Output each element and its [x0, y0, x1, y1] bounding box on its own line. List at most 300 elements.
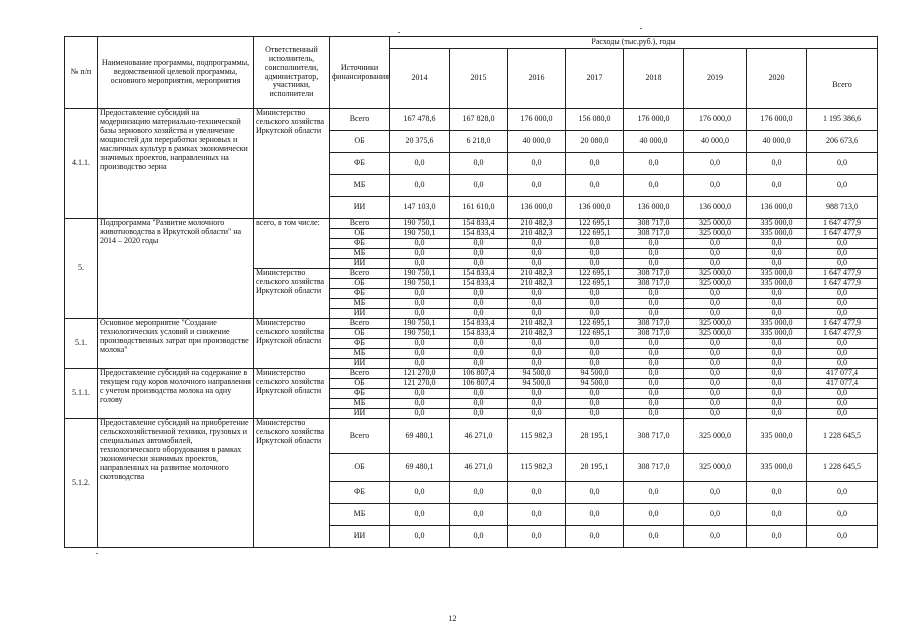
year-value: 0,0	[508, 359, 566, 369]
total-value: 0,0	[807, 249, 878, 259]
row-number: 5.1.	[65, 319, 98, 369]
funding-source: ОБ	[330, 229, 390, 239]
table-row	[65, 319, 878, 329]
year-value: 0,0	[390, 239, 450, 249]
total-value: 1 647 477,9	[807, 329, 878, 339]
year-value: 40 000,0	[684, 131, 747, 153]
header-name: Наименование программы, подпрограммы, ведомственной целевой программы, основного мероприятия, мероприятия	[98, 37, 254, 109]
year-value: 0,0	[390, 504, 450, 526]
header-year: 2018	[624, 49, 684, 109]
row-number: 5.1.1.	[65, 369, 98, 419]
year-value: 335 000,0	[747, 329, 807, 339]
year-value: 121 270,0	[390, 379, 450, 389]
funding-source: ИИ	[330, 359, 390, 369]
year-value: 0,0	[624, 249, 684, 259]
year-value: 0,0	[747, 249, 807, 259]
year-value: 0,0	[390, 175, 450, 197]
year-value: 0,0	[508, 249, 566, 259]
year-value: 0,0	[450, 239, 508, 249]
row-title: Предоставление субсидий на содержание в текущем году коров молочного направления с учетом производства молока на одну голову	[98, 369, 254, 419]
total-value: 417 077,4	[807, 379, 878, 389]
year-value: 122 695,1	[566, 319, 624, 329]
year-value: 0,0	[566, 239, 624, 249]
row-title: Предоставление субсидий на модернизацию материально-технической базы зернового хозяйства и увеличение мощностей для переработки зерновых и масличных культур в рамках экономически значимых проектов, направленных на производство зерна	[98, 109, 254, 219]
table-row	[65, 419, 878, 454]
year-value: 0,0	[624, 409, 684, 419]
scan-speck	[640, 28, 642, 29]
scan-speck	[398, 32, 400, 33]
year-value: 0,0	[390, 249, 450, 259]
year-value: 0,0	[450, 175, 508, 197]
year-value: 0,0	[747, 299, 807, 309]
funding-source: Всего	[330, 219, 390, 229]
year-value: 0,0	[508, 399, 566, 409]
year-value: 190 750,1	[390, 219, 450, 229]
total-value: 0,0	[807, 409, 878, 419]
year-value: 0,0	[450, 339, 508, 349]
year-value: 0,0	[508, 409, 566, 419]
year-value: 0,0	[684, 482, 747, 504]
year-value: 0,0	[684, 526, 747, 548]
header-year: 2017	[566, 49, 624, 109]
year-value: 335 000,0	[747, 419, 807, 454]
year-value: 0,0	[566, 359, 624, 369]
table-row	[65, 219, 878, 229]
year-value: 20 375,6	[390, 131, 450, 153]
year-value: 0,0	[624, 339, 684, 349]
year-value: 176 000,0	[747, 109, 807, 131]
year-value: 0,0	[450, 299, 508, 309]
year-value: 210 482,3	[508, 319, 566, 329]
funding-source: ИИ	[330, 409, 390, 419]
header-total: Всего	[807, 49, 878, 109]
year-value: 122 695,1	[566, 329, 624, 339]
year-value: 0,0	[684, 349, 747, 359]
total-value: 0,0	[807, 239, 878, 249]
year-value: 308 717,0	[624, 419, 684, 454]
header-year: 2016	[508, 49, 566, 109]
year-value: 0,0	[684, 299, 747, 309]
year-value: 0,0	[684, 289, 747, 299]
table-body	[65, 109, 878, 548]
year-value: 0,0	[390, 399, 450, 409]
funding-source: ФБ	[330, 389, 390, 399]
row-number: 5.1.2.	[65, 419, 98, 548]
row-number: 5.	[65, 219, 98, 319]
row-title: Предоставление субсидий на приобретение сельскохозяйственной техники, грузовых и специальных автомобилей, технологического оборудования в рамках экономически значимых проектов, направленных на развитие молочного скотоводства	[98, 419, 254, 548]
year-value: 0,0	[624, 153, 684, 175]
header-year: 2014	[390, 49, 450, 109]
year-value: 0,0	[684, 389, 747, 399]
year-value: 0,0	[747, 379, 807, 389]
year-value: 0,0	[508, 526, 566, 548]
year-value: 335 000,0	[747, 454, 807, 482]
year-value: 335 000,0	[747, 279, 807, 289]
year-value: 190 750,1	[390, 269, 450, 279]
header-year: 2015	[450, 49, 508, 109]
year-value: 0,0	[747, 289, 807, 299]
year-value: 210 482,3	[508, 279, 566, 289]
year-value: 0,0	[566, 409, 624, 419]
funding-source: Всего	[330, 369, 390, 379]
year-value: 94 500,0	[566, 379, 624, 389]
year-value: 335 000,0	[747, 229, 807, 239]
year-value: 0,0	[566, 249, 624, 259]
year-value: 0,0	[450, 349, 508, 359]
year-value: 0,0	[450, 289, 508, 299]
total-value: 0,0	[807, 259, 878, 269]
year-value: 325 000,0	[684, 454, 747, 482]
year-value: 154 833,4	[450, 329, 508, 339]
year-value: 210 482,3	[508, 269, 566, 279]
year-value: 167 478,6	[390, 109, 450, 131]
year-value: 122 695,1	[566, 279, 624, 289]
year-value: 94 500,0	[508, 379, 566, 389]
year-value: 106 807,4	[450, 379, 508, 389]
header-expenses: Расходы (тыс.руб.), годы	[390, 37, 878, 49]
year-value: 0,0	[624, 526, 684, 548]
total-value: 0,0	[807, 389, 878, 399]
year-value: 0,0	[747, 359, 807, 369]
year-value: 167 828,0	[450, 109, 508, 131]
year-value: 0,0	[747, 389, 807, 399]
year-value: 0,0	[747, 504, 807, 526]
row-responsible: Министерство сельского хозяйства Иркутской области	[254, 319, 330, 369]
year-value: 161 610,0	[450, 197, 508, 219]
year-value: 0,0	[624, 379, 684, 389]
year-value: 0,0	[508, 349, 566, 359]
year-value: 0,0	[684, 399, 747, 409]
year-value: 147 103,0	[390, 197, 450, 219]
total-value: 0,0	[807, 482, 878, 504]
funding-source: ОБ	[330, 329, 390, 339]
funding-source: Всего	[330, 319, 390, 329]
year-value: 154 833,4	[450, 229, 508, 239]
year-value: 0,0	[747, 399, 807, 409]
funding-source: ФБ	[330, 239, 390, 249]
funding-source: МБ	[330, 249, 390, 259]
year-value: 6 218,0	[450, 131, 508, 153]
year-value: 0,0	[450, 249, 508, 259]
total-value: 0,0	[807, 175, 878, 197]
year-value: 0,0	[566, 389, 624, 399]
year-value: 325 000,0	[684, 319, 747, 329]
funding-source: ИИ	[330, 259, 390, 269]
year-value: 115 982,3	[508, 454, 566, 482]
funding-source: МБ	[330, 349, 390, 359]
year-value: 308 717,0	[624, 454, 684, 482]
row-title: Подпрограмма "Развитие молочного животноводства в Иркутской области" на 2014 – 2020 годы	[98, 219, 254, 319]
year-value: 0,0	[450, 259, 508, 269]
year-value: 0,0	[508, 153, 566, 175]
year-value: 190 750,1	[390, 319, 450, 329]
year-value: 325 000,0	[684, 279, 747, 289]
scan-speck	[96, 553, 98, 554]
year-value: 210 482,3	[508, 229, 566, 239]
year-value: 0,0	[390, 389, 450, 399]
year-value: 0,0	[450, 153, 508, 175]
table-row	[65, 109, 878, 131]
year-value: 0,0	[390, 299, 450, 309]
year-value: 94 500,0	[508, 369, 566, 379]
year-value: 0,0	[747, 349, 807, 359]
year-value: 40 000,0	[624, 131, 684, 153]
total-value: 206 673,6	[807, 131, 878, 153]
row-responsible: Министерство сельского хозяйства Иркутской области	[254, 419, 330, 548]
year-value: 136 000,0	[566, 197, 624, 219]
year-value: 122 695,1	[566, 219, 624, 229]
year-value: 0,0	[566, 339, 624, 349]
year-value: 40 000,0	[508, 131, 566, 153]
year-value: 335 000,0	[747, 269, 807, 279]
row-responsible: Министерство сельского хозяйства Иркутской области	[254, 369, 330, 419]
total-value: 1 647 477,9	[807, 269, 878, 279]
year-value: 0,0	[390, 259, 450, 269]
header-year: 2020	[747, 49, 807, 109]
header-sources: Источники финансирования	[330, 37, 390, 109]
page-number: 12	[448, 614, 457, 623]
year-value: 0,0	[566, 175, 624, 197]
year-value: 0,0	[624, 349, 684, 359]
year-value: 0,0	[390, 359, 450, 369]
year-value: 0,0	[508, 339, 566, 349]
year-value: 46 271,0	[450, 454, 508, 482]
year-value: 0,0	[508, 239, 566, 249]
year-value: 0,0	[624, 175, 684, 197]
year-value: 0,0	[390, 526, 450, 548]
year-value: 0,0	[747, 259, 807, 269]
year-value: 0,0	[390, 289, 450, 299]
year-value: 0,0	[747, 239, 807, 249]
year-value: 0,0	[390, 409, 450, 419]
year-value: 0,0	[508, 389, 566, 399]
year-value: 0,0	[624, 259, 684, 269]
year-value: 0,0	[624, 239, 684, 249]
total-value: 1 195 386,6	[807, 109, 878, 131]
year-value: 0,0	[684, 309, 747, 319]
year-value: 136 000,0	[508, 197, 566, 219]
row-responsible: Министерство сельского хозяйства Иркутской области	[254, 109, 330, 219]
year-value: 0,0	[684, 259, 747, 269]
expenses-table	[64, 36, 878, 548]
year-value: 0,0	[566, 153, 624, 175]
total-value: 1 647 477,9	[807, 319, 878, 329]
year-value: 0,0	[566, 399, 624, 409]
year-value: 325 000,0	[684, 419, 747, 454]
funding-source: ИИ	[330, 197, 390, 219]
funding-source: ИИ	[330, 526, 390, 548]
year-value: 0,0	[684, 359, 747, 369]
year-value: 136 000,0	[684, 197, 747, 219]
year-value: 0,0	[508, 504, 566, 526]
year-value: 335 000,0	[747, 219, 807, 229]
year-value: 0,0	[450, 309, 508, 319]
funding-source: МБ	[330, 504, 390, 526]
year-value: 325 000,0	[684, 269, 747, 279]
funding-source: ФБ	[330, 153, 390, 175]
funding-source: МБ	[330, 175, 390, 197]
year-value: 335 000,0	[747, 319, 807, 329]
row-number: 4.1.1.	[65, 109, 98, 219]
year-value: 0,0	[747, 369, 807, 379]
year-value: 0,0	[747, 309, 807, 319]
total-value: 0,0	[807, 309, 878, 319]
year-value: 0,0	[390, 153, 450, 175]
year-value: 0,0	[566, 259, 624, 269]
funding-source: Всего	[330, 109, 390, 131]
year-value: 190 750,1	[390, 279, 450, 289]
year-value: 0,0	[566, 289, 624, 299]
year-value: 0,0	[390, 339, 450, 349]
year-value: 154 833,4	[450, 269, 508, 279]
year-value: 0,0	[566, 526, 624, 548]
year-value: 0,0	[566, 309, 624, 319]
year-value: 156 080,0	[566, 109, 624, 131]
total-value: 1 647 477,9	[807, 219, 878, 229]
funding-source: ОБ	[330, 379, 390, 389]
total-value: 1 228 645,5	[807, 454, 878, 482]
row-responsible: Министерство сельского хозяйства Иркутской области	[254, 269, 330, 319]
funding-source: МБ	[330, 299, 390, 309]
year-value: 176 000,0	[624, 109, 684, 131]
year-value: 28 195,1	[566, 454, 624, 482]
year-value: 0,0	[566, 482, 624, 504]
year-value: 154 833,4	[450, 279, 508, 289]
year-value: 0,0	[624, 289, 684, 299]
year-value: 0,0	[624, 359, 684, 369]
year-value: 0,0	[684, 379, 747, 389]
year-value: 0,0	[684, 249, 747, 259]
year-value: 176 000,0	[684, 109, 747, 131]
year-value: 0,0	[684, 339, 747, 349]
year-value: 325 000,0	[684, 329, 747, 339]
year-value: 121 270,0	[390, 369, 450, 379]
year-value: 0,0	[684, 369, 747, 379]
funding-source: ОБ	[330, 131, 390, 153]
header-responsible: Ответственный исполнитель, соисполнители, администратор, участники, исполнители	[254, 37, 330, 109]
year-value: 0,0	[508, 309, 566, 319]
year-value: 0,0	[684, 239, 747, 249]
year-value: 210 482,3	[508, 219, 566, 229]
year-value: 0,0	[747, 526, 807, 548]
year-value: 0,0	[390, 349, 450, 359]
year-value: 0,0	[450, 409, 508, 419]
year-value: 69 480,1	[390, 419, 450, 454]
year-value: 136 000,0	[624, 197, 684, 219]
year-value: 115 982,3	[508, 419, 566, 454]
year-value: 122 695,1	[566, 229, 624, 239]
total-value: 0,0	[807, 289, 878, 299]
year-value: 308 717,0	[624, 219, 684, 229]
funding-source: Всего	[330, 269, 390, 279]
year-value: 0,0	[450, 399, 508, 409]
total-value: 0,0	[807, 153, 878, 175]
year-value: 0,0	[508, 289, 566, 299]
total-value: 0,0	[807, 299, 878, 309]
total-value: 0,0	[807, 504, 878, 526]
year-value: 325 000,0	[684, 219, 747, 229]
year-value: 0,0	[390, 482, 450, 504]
year-value: 0,0	[508, 299, 566, 309]
row-title: Основное мероприятие "Создание технологических условий и снижение производственных затрат при производстве молока"	[98, 319, 254, 369]
year-value: 0,0	[566, 504, 624, 526]
year-value: 28 195,1	[566, 419, 624, 454]
year-value: 0,0	[747, 409, 807, 419]
year-value: 0,0	[624, 399, 684, 409]
year-value: 0,0	[624, 504, 684, 526]
year-value: 308 717,0	[624, 229, 684, 239]
header-year: 2019	[684, 49, 747, 109]
table-row	[65, 369, 878, 379]
total-value: 1 647 477,9	[807, 279, 878, 289]
year-value: 0,0	[747, 175, 807, 197]
year-value: 0,0	[747, 482, 807, 504]
total-value: 1 228 645,5	[807, 419, 878, 454]
year-value: 0,0	[450, 504, 508, 526]
year-value: 0,0	[624, 482, 684, 504]
year-value: 69 480,1	[390, 454, 450, 482]
year-value: 190 750,1	[390, 329, 450, 339]
year-value: 0,0	[450, 389, 508, 399]
row-responsible: всего, в том числе:	[254, 219, 330, 269]
year-value: 0,0	[390, 309, 450, 319]
total-value: 0,0	[807, 526, 878, 548]
year-value: 0,0	[624, 309, 684, 319]
year-value: 308 717,0	[624, 329, 684, 339]
funding-source: ОБ	[330, 454, 390, 482]
total-value: 0,0	[807, 399, 878, 409]
year-value: 136 000,0	[747, 197, 807, 219]
year-value: 210 482,3	[508, 329, 566, 339]
year-value: 176 000,0	[508, 109, 566, 131]
year-value: 40 000,0	[747, 131, 807, 153]
year-value: 308 717,0	[624, 269, 684, 279]
year-value: 154 833,4	[450, 319, 508, 329]
total-value: 0,0	[807, 339, 878, 349]
year-value: 0,0	[747, 339, 807, 349]
year-value: 308 717,0	[624, 319, 684, 329]
year-value: 0,0	[450, 526, 508, 548]
year-value: 325 000,0	[684, 229, 747, 239]
year-value: 154 833,4	[450, 219, 508, 229]
year-value: 106 807,4	[450, 369, 508, 379]
year-value: 0,0	[624, 389, 684, 399]
funding-source: Всего	[330, 419, 390, 454]
year-value: 0,0	[450, 482, 508, 504]
year-value: 122 695,1	[566, 269, 624, 279]
year-value: 0,0	[684, 409, 747, 419]
year-value: 0,0	[684, 504, 747, 526]
year-value: 0,0	[508, 259, 566, 269]
funding-source: ФБ	[330, 482, 390, 504]
funding-source: ОБ	[330, 279, 390, 289]
total-value: 0,0	[807, 359, 878, 369]
total-value: 0,0	[807, 349, 878, 359]
total-value: 417 077,4	[807, 369, 878, 379]
total-value: 988 713,0	[807, 197, 878, 219]
funding-source: ИИ	[330, 309, 390, 319]
year-value: 20 080,0	[566, 131, 624, 153]
funding-source: ФБ	[330, 339, 390, 349]
funding-source: МБ	[330, 399, 390, 409]
year-value: 0,0	[566, 299, 624, 309]
year-value: 190 750,1	[390, 229, 450, 239]
year-value: 46 271,0	[450, 419, 508, 454]
funding-source: ФБ	[330, 289, 390, 299]
total-value: 1 647 477,9	[807, 229, 878, 239]
header-no: № п/п	[65, 37, 98, 109]
year-value: 94 500,0	[566, 369, 624, 379]
